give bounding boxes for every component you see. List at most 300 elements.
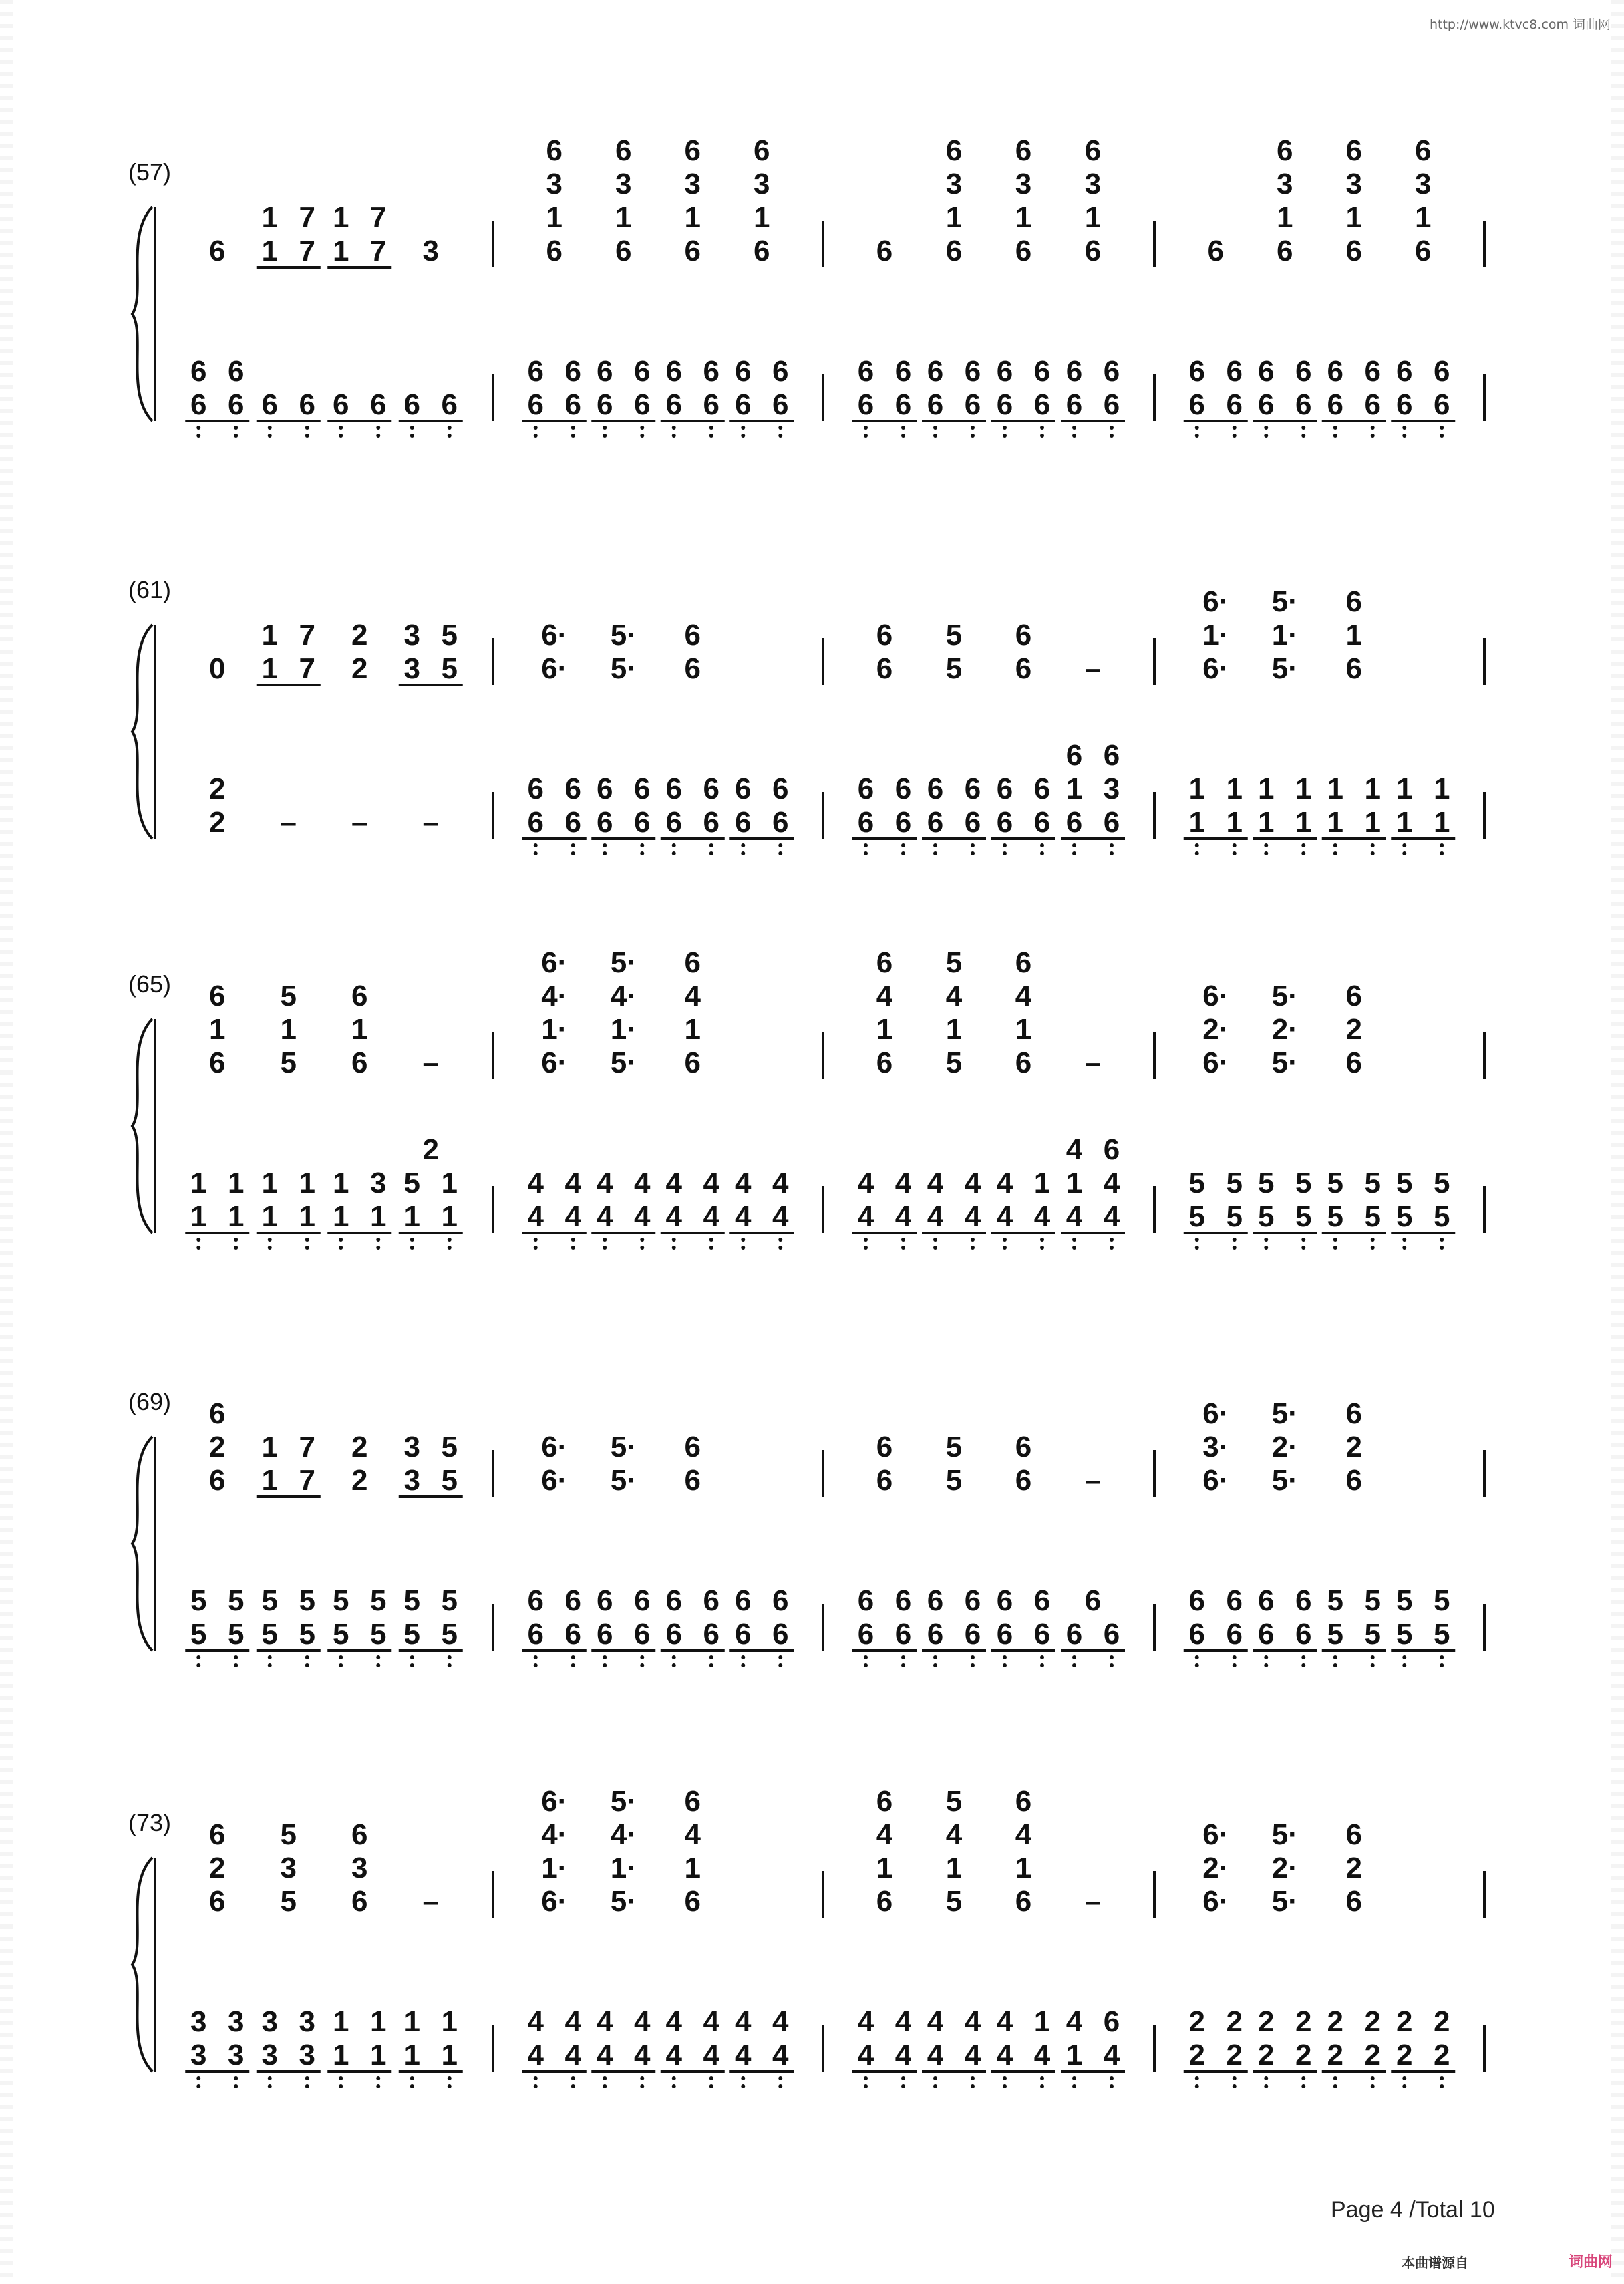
upper-note: 5· bbox=[610, 619, 637, 652]
lower-note: 4 bbox=[527, 1200, 544, 1233]
upper-note: 4· bbox=[610, 980, 637, 1012]
upper-note: 5 bbox=[945, 1785, 963, 1818]
lower-note: 1 bbox=[228, 1167, 245, 1199]
upper-note: 6 bbox=[1084, 235, 1102, 267]
lower-octave-dot bbox=[1333, 2076, 1337, 2080]
upper-note: 6 bbox=[684, 1431, 701, 1463]
lower-octave-dot bbox=[1301, 426, 1305, 430]
lower-octave-dot bbox=[1003, 851, 1007, 855]
upper-note: 6 bbox=[1277, 235, 1293, 267]
upper-note: 1· bbox=[1271, 619, 1298, 652]
lower-note: 6 bbox=[665, 355, 682, 388]
lower-note: 6 bbox=[1396, 388, 1413, 421]
upper-note: 5· bbox=[610, 1464, 637, 1497]
upper-note: 5· bbox=[610, 1046, 637, 1079]
lower-octave-dot bbox=[1440, 843, 1444, 847]
lower-octave-dot bbox=[339, 434, 343, 438]
lower-octave-dot bbox=[339, 2076, 343, 2080]
lower-octave-dot bbox=[778, 851, 782, 855]
lower-octave-dot bbox=[1333, 843, 1337, 847]
lower-octave-dot bbox=[1072, 426, 1076, 430]
upper-note: 6 bbox=[876, 1464, 893, 1497]
lower-note: 6 bbox=[895, 806, 912, 839]
upper-note: 5 bbox=[280, 1885, 297, 1918]
lower-note: – bbox=[280, 806, 297, 839]
lower-octave-dot bbox=[1195, 1655, 1199, 1659]
lower-octave-dot bbox=[234, 1663, 238, 1667]
lower-octave-dot bbox=[741, 1663, 745, 1667]
lower-octave-dot bbox=[1264, 1663, 1268, 1667]
lower-note: 1 bbox=[190, 1167, 207, 1199]
upper-note: 3 bbox=[546, 168, 562, 200]
lower-note: 6 bbox=[1033, 772, 1051, 805]
lower-note: 6 bbox=[1295, 355, 1312, 388]
lower-octave-dot bbox=[1110, 1663, 1114, 1667]
lower-octave-dot bbox=[234, 2076, 238, 2080]
lower-note: 4 bbox=[857, 1167, 874, 1199]
lower-octave-dot bbox=[1110, 2076, 1114, 2080]
lower-octave-dot bbox=[339, 1246, 343, 1250]
upper-note: 1 bbox=[280, 1013, 297, 1046]
upper-note: 6 bbox=[876, 652, 893, 685]
lower-note: 6 bbox=[370, 388, 387, 421]
lower-octave-dot bbox=[778, 843, 782, 847]
system-brace bbox=[132, 1019, 152, 1233]
upper-note: 6 bbox=[684, 619, 701, 652]
lower-note: 4 bbox=[665, 1167, 682, 1199]
upper-note: 5· bbox=[610, 946, 637, 979]
lower-note: 2 bbox=[1327, 2039, 1343, 2072]
lower-octave-dot bbox=[709, 851, 713, 855]
lower-octave-dot bbox=[640, 1663, 644, 1667]
lower-octave-dot bbox=[534, 426, 538, 430]
upper-note: 6· bbox=[1202, 585, 1229, 618]
lower-octave-dot bbox=[305, 1655, 309, 1659]
lower-octave-dot bbox=[1402, 843, 1406, 847]
lower-note: 5 bbox=[1434, 1200, 1450, 1233]
lower-octave-dot bbox=[305, 426, 309, 430]
lower-note: 6 bbox=[527, 1584, 544, 1617]
upper-note: 1 bbox=[1015, 1852, 1032, 1884]
lower-note: 4 bbox=[564, 1167, 581, 1199]
lower-note: 6 bbox=[772, 806, 789, 839]
lower-octave-dot bbox=[1402, 2084, 1406, 2088]
upper-note: 6 bbox=[1015, 134, 1032, 167]
upper-note: 6 bbox=[615, 134, 632, 167]
lower-octave-dot bbox=[901, 1238, 905, 1242]
upper-note: 6· bbox=[1202, 1397, 1229, 1430]
lower-note: 6 bbox=[1103, 739, 1120, 772]
lower-note: 6 bbox=[1434, 388, 1450, 421]
lower-note: 1 bbox=[1226, 806, 1243, 839]
lower-octave-dot bbox=[640, 1238, 644, 1242]
lower-note: 4 bbox=[895, 2039, 912, 2072]
upper-note: 6· bbox=[541, 1464, 568, 1497]
lower-octave-dot bbox=[1402, 851, 1406, 855]
lower-octave-dot bbox=[1195, 426, 1199, 430]
lower-octave-dot bbox=[448, 2084, 452, 2088]
upper-note: 1 bbox=[1345, 619, 1362, 652]
lower-octave-dot bbox=[933, 1238, 937, 1242]
upper-note: 2 bbox=[209, 1852, 226, 1884]
lower-note: 6 bbox=[190, 355, 207, 388]
lower-note: 6 bbox=[1226, 388, 1243, 421]
lower-note: 6 bbox=[703, 772, 719, 805]
lower-note: 5 bbox=[1258, 1167, 1275, 1199]
upper-note: 4· bbox=[610, 1818, 637, 1851]
upper-note: 4 bbox=[684, 1818, 701, 1851]
lower-note: 2 bbox=[1434, 2039, 1450, 2072]
lower-note: 6 bbox=[634, 388, 651, 421]
lower-octave-dot bbox=[1040, 1655, 1044, 1659]
lower-note: 4 bbox=[634, 2039, 651, 2072]
lower-note: 4 bbox=[665, 2039, 682, 2072]
upper-note: 5· bbox=[1271, 980, 1298, 1012]
lower-octave-dot bbox=[933, 1663, 937, 1667]
lower-note: 1 bbox=[333, 1200, 349, 1233]
site-url: http://www.ktvc8.com 词曲网 bbox=[1429, 17, 1611, 32]
lower-octave-dot bbox=[901, 1663, 905, 1667]
lower-octave-dot bbox=[640, 1655, 644, 1659]
lower-octave-dot bbox=[1072, 1655, 1076, 1659]
lower-octave-dot bbox=[1110, 1246, 1114, 1250]
upper-note: 6 bbox=[1345, 652, 1362, 685]
lower-note: 6 bbox=[634, 772, 651, 805]
upper-note: 1 bbox=[351, 1013, 368, 1046]
lower-note: 1 bbox=[1396, 772, 1413, 805]
lower-note: 5 bbox=[1396, 1167, 1413, 1199]
lower-octave-dot bbox=[640, 851, 644, 855]
upper-note: 7 bbox=[299, 619, 315, 652]
lower-note: 4 bbox=[564, 2039, 581, 2072]
lower-octave-dot bbox=[1040, 2084, 1044, 2088]
upper-note: 3 bbox=[1015, 168, 1032, 200]
lower-octave-dot bbox=[1233, 1238, 1237, 1242]
lower-note: 1 bbox=[1066, 2039, 1083, 2072]
lower-note: 6 bbox=[1066, 806, 1083, 839]
upper-note: 2· bbox=[1271, 1431, 1298, 1463]
lower-note: 1 bbox=[1033, 1167, 1051, 1199]
upper-note: 1 bbox=[1015, 1013, 1032, 1046]
lower-octave-dot bbox=[234, 426, 238, 430]
lower-octave-dot bbox=[534, 1655, 538, 1659]
measure-number: (61) bbox=[128, 576, 172, 603]
lower-note: 1 bbox=[1396, 806, 1413, 839]
lower-octave-dot bbox=[1371, 2084, 1375, 2088]
upper-note: 7 bbox=[299, 201, 315, 234]
upper-note: 6· bbox=[541, 619, 568, 652]
lower-note: 4 bbox=[735, 1200, 752, 1233]
lower-note: 4 bbox=[857, 1200, 874, 1233]
lower-note: 6 bbox=[1295, 388, 1312, 421]
lower-note: 4 bbox=[1033, 2039, 1051, 2072]
lower-octave-dot bbox=[1333, 1655, 1337, 1659]
lower-octave-dot bbox=[672, 1663, 676, 1667]
lower-note: 2 bbox=[1226, 2005, 1243, 2038]
lower-octave-dot bbox=[1233, 426, 1237, 430]
lower-note: 1 bbox=[1258, 772, 1275, 805]
lower-octave-dot bbox=[305, 1663, 309, 1667]
upper-note: 5 bbox=[945, 1885, 963, 1918]
lower-octave-dot bbox=[603, 1246, 607, 1250]
lower-octave-dot bbox=[448, 1663, 452, 1667]
lower-note: 5 bbox=[1327, 1584, 1343, 1617]
lower-note: 6 bbox=[634, 1618, 651, 1651]
lower-octave-dot bbox=[1003, 434, 1007, 438]
lower-octave-dot bbox=[571, 2076, 575, 2080]
upper-note: 6 bbox=[209, 235, 226, 267]
lower-note: 5 bbox=[190, 1618, 207, 1651]
upper-note: 6 bbox=[876, 1046, 893, 1079]
lower-note: 6 bbox=[857, 388, 874, 421]
lower-octave-dot bbox=[933, 1655, 937, 1659]
lower-note: 6 bbox=[261, 388, 278, 421]
lower-note: 4 bbox=[964, 1167, 981, 1199]
lower-octave-dot bbox=[640, 434, 644, 438]
upper-note: 1 bbox=[684, 1013, 701, 1046]
lower-note: 5 bbox=[190, 1584, 207, 1617]
upper-note: – bbox=[422, 1046, 439, 1079]
lower-note: 2 bbox=[1226, 2039, 1243, 2072]
upper-note: 6 bbox=[1015, 946, 1032, 979]
lower-note: 4 bbox=[964, 2039, 981, 2072]
lower-octave-dot bbox=[672, 2076, 676, 2080]
upper-note: 5 bbox=[945, 1046, 963, 1079]
lower-octave-dot bbox=[571, 843, 575, 847]
upper-note: 6 bbox=[945, 235, 963, 267]
lower-octave-dot bbox=[1402, 426, 1406, 430]
lower-note: 6 bbox=[1033, 388, 1051, 421]
upper-note: 6 bbox=[209, 1046, 226, 1079]
upper-note: 5· bbox=[610, 1431, 637, 1463]
lower-octave-dot bbox=[268, 434, 272, 438]
upper-note: 6 bbox=[1415, 235, 1432, 267]
lower-note: 6 bbox=[1327, 355, 1343, 388]
lower-octave-dot bbox=[901, 2076, 905, 2080]
upper-note: 7 bbox=[299, 1464, 315, 1497]
upper-note: 1 bbox=[333, 201, 349, 234]
lower-octave-dot bbox=[640, 2076, 644, 2080]
upper-note: 1 bbox=[261, 619, 278, 652]
lower-octave-dot bbox=[1233, 851, 1237, 855]
upper-note: 6 bbox=[684, 1464, 701, 1497]
lower-octave-dot bbox=[410, 426, 414, 430]
upper-note: 2 bbox=[351, 652, 368, 685]
lower-note: 4 bbox=[927, 2005, 944, 2038]
lower-note: 6 bbox=[190, 388, 207, 421]
lower-octave-dot bbox=[933, 851, 937, 855]
lower-note: 6 bbox=[857, 1584, 874, 1617]
lower-note: 6 bbox=[1327, 388, 1343, 421]
lower-octave-dot bbox=[778, 1663, 782, 1667]
lower-note: 6 bbox=[857, 806, 874, 839]
lower-note: 6 bbox=[1364, 355, 1381, 388]
lower-octave-dot bbox=[971, 843, 975, 847]
lower-note: 5 bbox=[333, 1584, 349, 1617]
lower-note: 6 bbox=[665, 806, 682, 839]
lower-octave-dot bbox=[196, 2084, 200, 2088]
lower-note: 4 bbox=[964, 2005, 981, 2038]
lower-octave-dot bbox=[571, 851, 575, 855]
lower-note: 6 bbox=[996, 1618, 1013, 1651]
lower-octave-dot bbox=[709, 426, 713, 430]
lower-note: 5 bbox=[1434, 1584, 1450, 1617]
lower-octave-dot bbox=[1264, 2084, 1268, 2088]
upper-note: 5 bbox=[441, 652, 458, 685]
lower-note: 4 bbox=[996, 1200, 1013, 1233]
lower-octave-dot bbox=[1371, 1246, 1375, 1250]
lower-note: 5 bbox=[1396, 1200, 1413, 1233]
lower-note: 6 bbox=[927, 806, 944, 839]
lower-note: 6 bbox=[927, 1584, 944, 1617]
upper-note: 6 bbox=[684, 946, 701, 979]
upper-note: 2 bbox=[351, 1431, 368, 1463]
lower-octave-dot bbox=[672, 851, 676, 855]
lower-note: 4 bbox=[703, 1200, 719, 1233]
lower-note: 6 bbox=[735, 1618, 752, 1651]
upper-note: 6 bbox=[1207, 235, 1224, 267]
upper-note: 6 bbox=[1015, 652, 1032, 685]
lower-octave-dot bbox=[268, 426, 272, 430]
lower-note: 6 bbox=[1103, 388, 1120, 421]
lower-octave-dot bbox=[268, 2076, 272, 2080]
lower-octave-dot bbox=[1440, 1663, 1444, 1667]
upper-note: 6· bbox=[1202, 1818, 1229, 1851]
lower-octave-dot bbox=[1110, 434, 1114, 438]
lower-octave-dot bbox=[234, 2084, 238, 2088]
lower-note: 3 bbox=[299, 2005, 315, 2038]
lower-octave-dot bbox=[1072, 1238, 1076, 1242]
upper-note: 4 bbox=[876, 1818, 893, 1851]
lower-octave-dot bbox=[1003, 1238, 1007, 1242]
lower-note: 5 bbox=[1364, 1618, 1381, 1651]
lower-note: 4 bbox=[996, 1167, 1013, 1199]
lower-note: 6 bbox=[1033, 355, 1051, 388]
upper-note: 6 bbox=[876, 619, 893, 652]
lower-note: 4 bbox=[597, 2005, 613, 2038]
lower-octave-dot bbox=[778, 1655, 782, 1659]
lower-note: 1 bbox=[1327, 772, 1343, 805]
lower-octave-dot bbox=[1264, 2076, 1268, 2080]
lower-note: 4 bbox=[597, 2039, 613, 2072]
lower-octave-dot bbox=[571, 1246, 575, 1250]
upper-note: 6 bbox=[876, 1785, 893, 1818]
lower-note: 6 bbox=[441, 388, 458, 421]
upper-note: 4 bbox=[945, 1818, 963, 1851]
lower-note: 4 bbox=[964, 1200, 981, 1233]
upper-note: 5· bbox=[1271, 1464, 1298, 1497]
lower-note: 4 bbox=[1066, 2005, 1083, 2038]
lower-note: 4 bbox=[527, 2039, 544, 2072]
lower-note: 1 bbox=[1364, 772, 1381, 805]
upper-note: 3 bbox=[403, 1464, 420, 1497]
lower-note: 6 bbox=[1295, 1584, 1312, 1617]
upper-note: 1 bbox=[615, 201, 632, 234]
lower-octave-dot bbox=[672, 434, 676, 438]
lower-note: 3 bbox=[261, 2005, 278, 2038]
lower-octave-dot bbox=[603, 843, 607, 847]
lower-octave-dot bbox=[603, 1655, 607, 1659]
lower-octave-dot bbox=[741, 426, 745, 430]
upper-note: – bbox=[1084, 1046, 1102, 1079]
upper-note: 1 bbox=[1345, 201, 1362, 234]
upper-note: 6 bbox=[754, 134, 770, 167]
lower-note: 4 bbox=[772, 2005, 789, 2038]
lower-octave-dot bbox=[1003, 1663, 1007, 1667]
upper-note: 3 bbox=[422, 235, 439, 267]
lower-octave-dot bbox=[376, 2084, 380, 2088]
lower-note: 2 bbox=[209, 806, 226, 839]
lower-note: 6 bbox=[228, 355, 245, 388]
upper-note: 6 bbox=[684, 1885, 701, 1918]
lower-note: 6 bbox=[634, 355, 651, 388]
lower-note: 6 bbox=[634, 1584, 651, 1617]
lower-octave-dot bbox=[376, 1655, 380, 1659]
lower-note: 1 bbox=[441, 2005, 458, 2038]
lower-note: 1 bbox=[1033, 2005, 1051, 2038]
upper-note: 6 bbox=[1015, 1785, 1032, 1818]
upper-note: 0 bbox=[209, 652, 226, 685]
upper-note: 6 bbox=[1345, 585, 1362, 618]
measure-number: (73) bbox=[128, 1809, 172, 1836]
lower-octave-dot bbox=[1233, 1663, 1237, 1667]
lower-octave-dot bbox=[741, 851, 745, 855]
upper-note: 1 bbox=[684, 1852, 701, 1884]
lower-note: 6 bbox=[564, 806, 581, 839]
lower-note: 1 bbox=[370, 2005, 387, 2038]
upper-note: 2 bbox=[209, 1431, 226, 1463]
lower-octave-dot bbox=[933, 2076, 937, 2080]
lower-note: 6 bbox=[996, 806, 1013, 839]
lower-octave-dot bbox=[1040, 434, 1044, 438]
upper-note: 4 bbox=[876, 980, 893, 1012]
lower-note: 2 bbox=[422, 1133, 439, 1166]
lower-octave-dot bbox=[672, 2084, 676, 2088]
lower-note: 6 bbox=[1364, 388, 1381, 421]
upper-note: 5 bbox=[945, 652, 963, 685]
upper-note: 3 bbox=[351, 1852, 368, 1884]
upper-note: 3 bbox=[754, 168, 770, 200]
lower-note: 4 bbox=[1033, 1200, 1051, 1233]
lower-octave-dot bbox=[410, 1238, 414, 1242]
lower-octave-dot bbox=[709, 2084, 713, 2088]
upper-note: 6 bbox=[1345, 1046, 1362, 1079]
upper-note: 5 bbox=[280, 1046, 297, 1079]
lower-octave-dot bbox=[1301, 1655, 1305, 1659]
lower-octave-dot bbox=[1301, 1246, 1305, 1250]
upper-note: 1 bbox=[684, 201, 701, 234]
lower-note: 4 bbox=[895, 1167, 912, 1199]
lower-note: 6 bbox=[564, 772, 581, 805]
lower-note: 6 bbox=[597, 388, 613, 421]
upper-note: 1· bbox=[1202, 619, 1229, 652]
lower-note: 4 bbox=[703, 2039, 719, 2072]
lower-octave-dot bbox=[1333, 1238, 1337, 1242]
lower-octave-dot bbox=[571, 1238, 575, 1242]
upper-note: 3 bbox=[403, 652, 420, 685]
upper-note: 6 bbox=[209, 1818, 226, 1851]
lower-octave-dot bbox=[864, 2076, 868, 2080]
lower-octave-dot bbox=[376, 2076, 380, 2080]
lower-octave-dot bbox=[1040, 843, 1044, 847]
lower-note: 6 bbox=[996, 1584, 1013, 1617]
lower-octave-dot bbox=[1110, 1655, 1114, 1659]
lower-note: 4 bbox=[996, 2005, 1013, 2038]
lower-note: 4 bbox=[1103, 1167, 1120, 1199]
lower-octave-dot bbox=[1402, 1663, 1406, 1667]
lower-note: 6 bbox=[927, 1618, 944, 1651]
lower-note: 6 bbox=[597, 1584, 613, 1617]
